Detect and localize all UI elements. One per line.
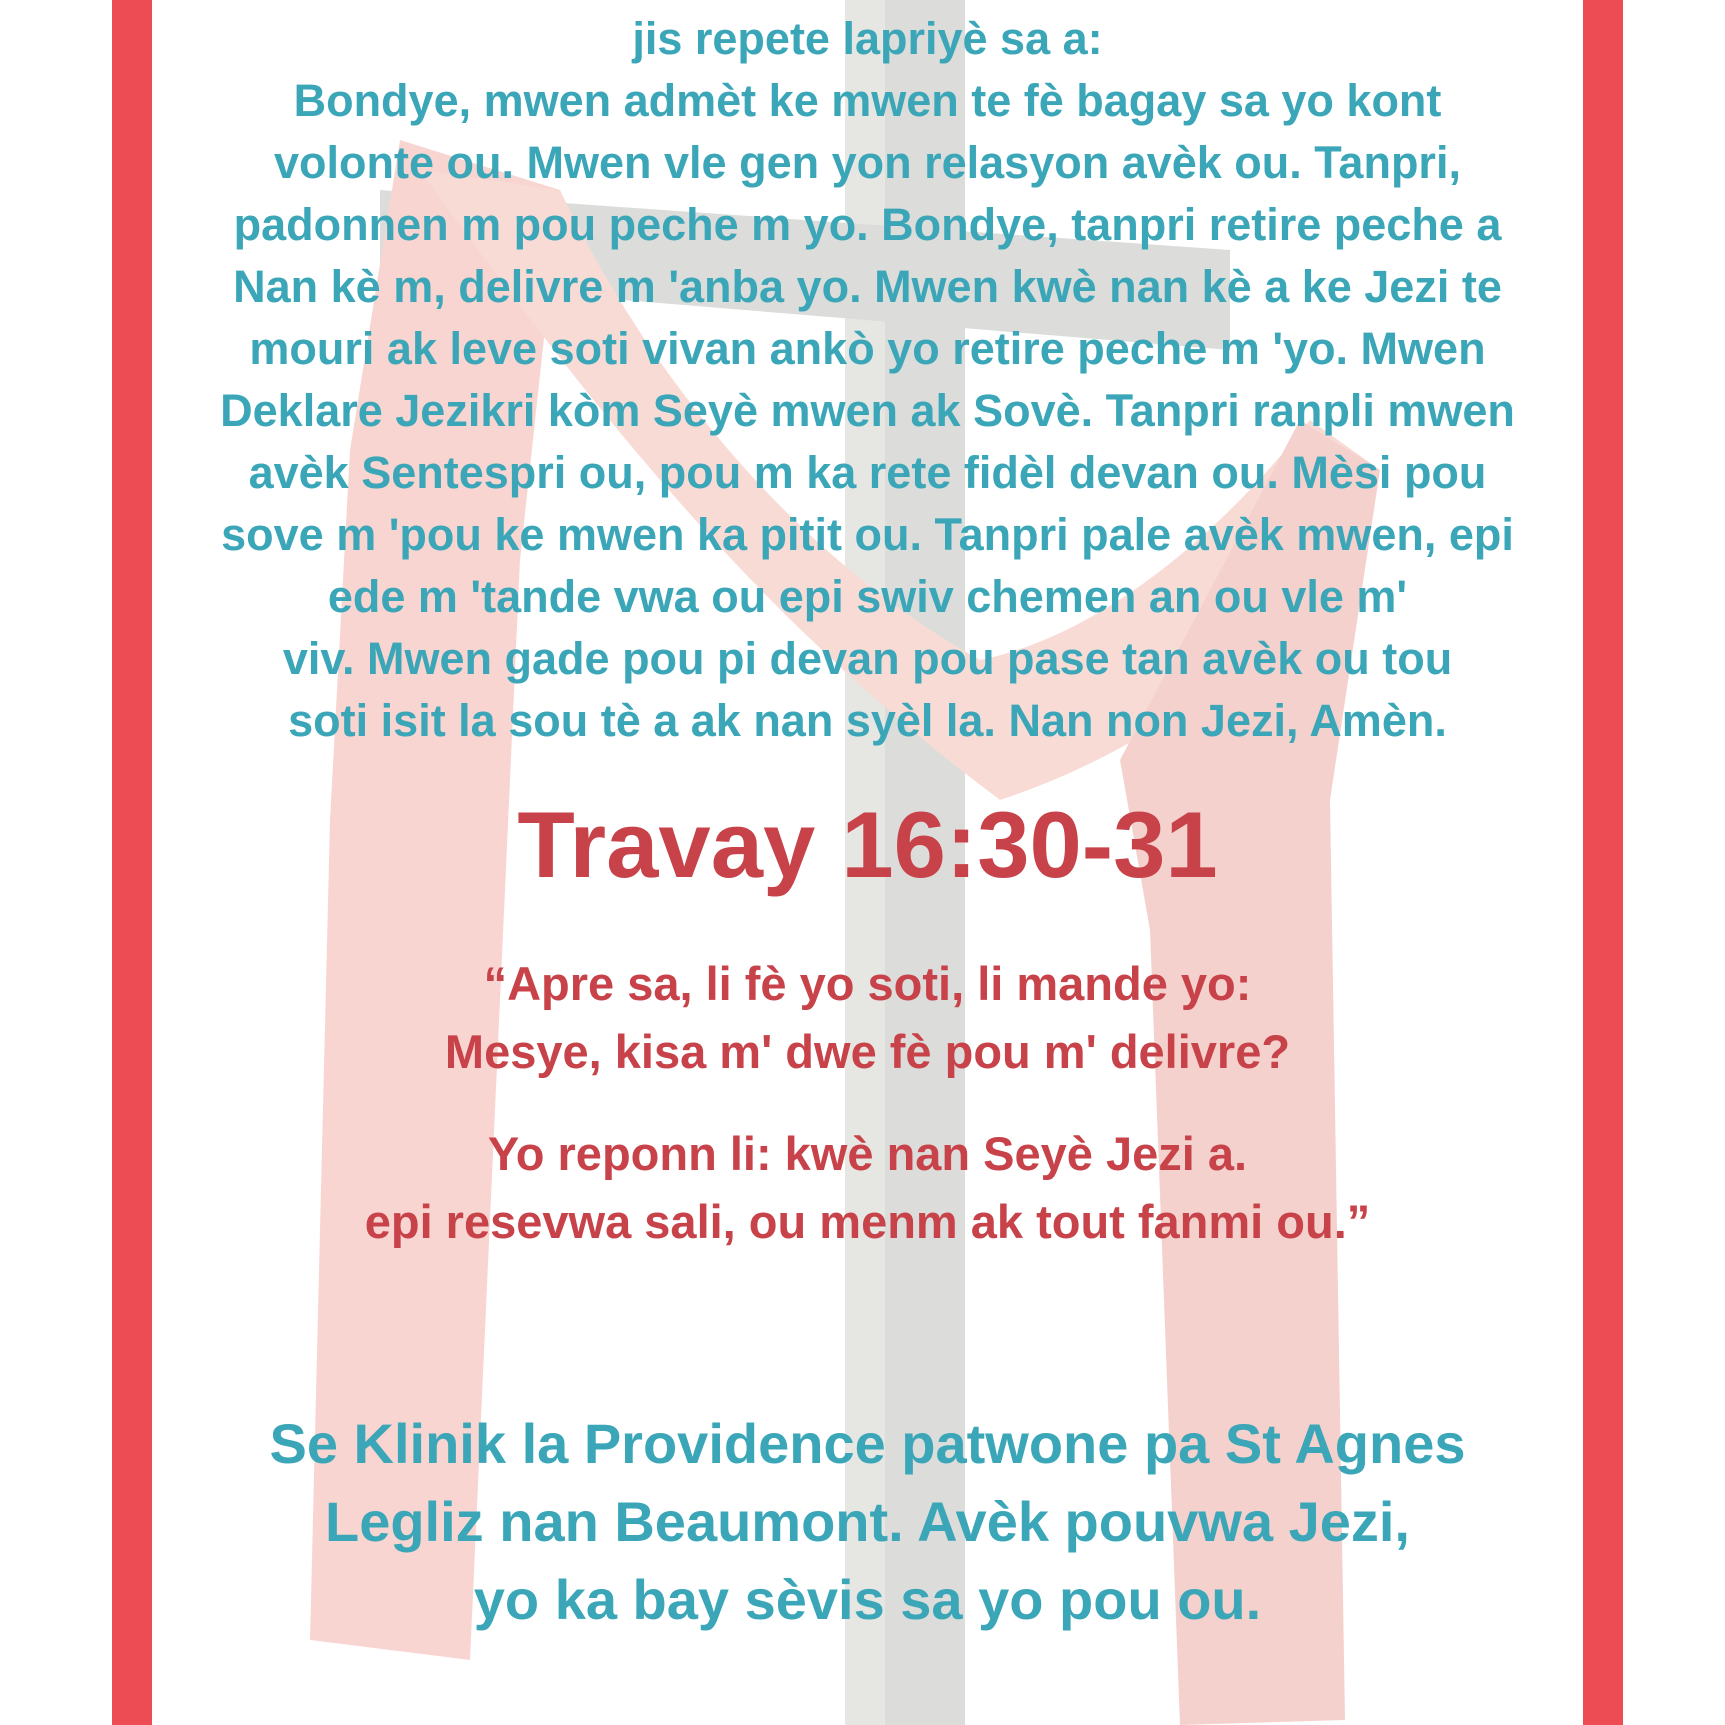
verse-line: epi resevwa sali, ou menm ak tout fanmi ou.” bbox=[364, 1195, 1371, 1248]
verse-reference: Travay 16:30-31 bbox=[517, 792, 1218, 897]
prayer-line: padonnen m pou peche m yo. Bondye, tanpri retire peche a bbox=[233, 199, 1502, 250]
right-border bbox=[1583, 0, 1623, 1725]
left-border bbox=[112, 0, 152, 1725]
clinic-line: Legliz nan Beaumont. Avèk pouvwa Jezi, bbox=[325, 1490, 1410, 1553]
prayer-line: Nan kè m, delivre m 'anba yo. Mwen kwè nan kè a ke Jezi te bbox=[233, 261, 1502, 312]
prayer-line: soti isit la sou tè a ak nan syèl la. Nan non Jezi, Amèn. bbox=[288, 695, 1447, 746]
prayer-text bbox=[152, 0, 1583, 752]
prayer-line: Deklare Jezikri kòm Seyè mwen ak Sovè. Tanpri ranpli mwen bbox=[220, 385, 1515, 436]
prayer-line: avèk Sentespri ou, pou m ka rete fidèl devan ou. Mèsi pou bbox=[248, 447, 1487, 498]
prayer-line: volonte ou. Mwen vle gen yon relasyon avèk ou. Tanpri, bbox=[274, 137, 1461, 188]
prayer-line: Bondye, mwen admèt ke mwen te fè bagay sa yo kont bbox=[293, 75, 1442, 126]
prayer-line: jis repete lapriyè sa a: bbox=[632, 13, 1103, 64]
clinic-sponsor-text bbox=[152, 1405, 1583, 1639]
prayer-line: ede m 'tande vwa ou epi swiv chemen an ou vle m' bbox=[327, 571, 1408, 622]
verse-line: “Apre sa, li fè yo soti, li mande yo: bbox=[483, 957, 1252, 1010]
verse-line: Yo reponn li: kwè nan Seyè Jezi a. bbox=[487, 1127, 1248, 1180]
verse-line: Mesye, kisa m' dwe fè pou m' delivre? bbox=[444, 1025, 1291, 1078]
prayer-line: viv. Mwen gade pou pi devan pou pase tan avèk ou tou bbox=[282, 633, 1453, 684]
verse-text-part1 bbox=[152, 950, 1583, 1086]
clinic-line: yo ka bay sèvis sa yo pou ou. bbox=[473, 1568, 1262, 1631]
flyer-content bbox=[152, 0, 1583, 1631]
clinic-line: Se Klinik la Providence patwone pa St Agnes bbox=[269, 1412, 1466, 1475]
prayer-line: mouri ak leve soti vivan ankò yo retire peche m 'yo. Mwen bbox=[249, 323, 1486, 374]
prayer-line: sove m 'pou ke mwen ka pitit ou. Tanpri pale avèk mwen, epi bbox=[221, 509, 1514, 560]
verse-text-part2 bbox=[152, 1120, 1583, 1256]
